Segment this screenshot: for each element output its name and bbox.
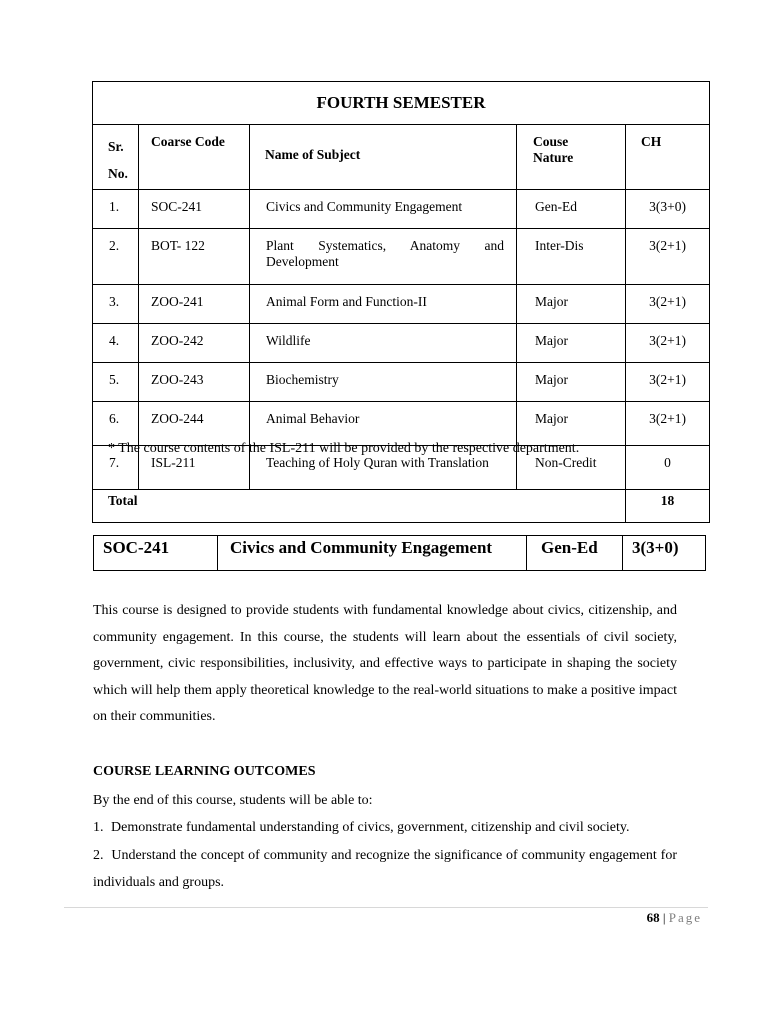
cell-code: ZOO-244 [139,402,250,446]
footer-separator: | [662,910,666,925]
cell-ch: 3(2+1) [626,363,710,402]
total-value: 18 [626,490,710,523]
cell-code: ZOO-242 [139,324,250,363]
cell-sr: 6. [93,402,139,446]
cell-code: ZOO-241 [139,285,250,324]
outcome-item [93,842,677,896]
footer-divider [64,907,708,908]
header-course-code: Coarse Code [139,125,250,190]
table-row [93,229,710,285]
course-description: This course is designed to provide students with fundamental knowledge about civics, citizenship, and community engagement. In this course, the students will learn about the essentials of civil society, government, civic responsibilities, inclusivity, and effective ways to participate in shaping the society which will help them apply theoretical knowledge to the real-world situations to make a positive impact on their communities. [93,603,677,724]
cell-ch: 3(2+1) [626,402,710,446]
outcome-number: 2. [93,848,104,863]
outcome-number: 1. [93,820,104,835]
table-row [93,324,710,363]
course-code: SOC-241 [94,536,218,571]
outcome-item [93,814,677,841]
course-nature: Gen-Ed [527,536,623,571]
table-row [93,402,710,446]
course-title: Civics and Community Engagement [218,536,527,571]
cell-sr: 7. [93,446,139,490]
cell-ch: 3(2+1) [626,229,710,285]
cell-nature: Inter-Dis [517,229,626,285]
page-label: Page [668,910,702,925]
cell-sr: 1. [93,190,139,229]
cell-nature: Non-Credit [517,446,626,490]
header-credit-hours: CH [626,125,710,190]
course-header-table [93,535,706,571]
total-label: Total [93,490,626,523]
cell-subject: Plant Systematics, Anatomy and Development [250,229,517,285]
header-course-nature: Couse Nature [517,125,626,190]
cell-sr: 3. [93,285,139,324]
cell-code: ZOO-243 [139,363,250,402]
table-total-row [93,490,710,523]
cell-subject: Biochemistry [250,363,517,402]
header-sr-no: Sr. No. [93,125,139,190]
cell-subject: Animal Behavior [250,402,517,446]
outcome-text: Understand the concept of community and recognize the significance of community engagement for individuals and groups. [93,848,677,890]
cell-subject: Civics and Community Engagement [250,190,517,229]
header-subject-name: Name of Subject [250,125,517,190]
outcomes-intro: By the end of this course, students will be able to: [93,793,373,808]
cell-ch: 0 [626,446,710,490]
cell-nature: Major [517,285,626,324]
cell-sr: 5. [93,363,139,402]
cell-nature: Major [517,402,626,446]
cell-code: BOT- 122 [139,229,250,285]
cell-ch: 3(2+1) [626,324,710,363]
cell-sr: 2. [93,229,139,285]
table-row [93,285,710,324]
outcome-text: Demonstrate fundamental understanding of civics, government, citizenship and civil society. [111,820,630,835]
cell-nature: Major [517,324,626,363]
cell-sr: 4. [93,324,139,363]
cell-subject: Teaching of Holy Quran with Translation [250,446,517,490]
page-number: 68 [646,910,660,925]
course-credit-hours: 3(3+0) [623,536,706,571]
table-row [93,190,710,229]
cell-nature: Gen-Ed [517,190,626,229]
cell-ch: 3(3+0) [626,190,710,229]
semester-title: FOURTH SEMESTER [93,82,710,125]
table-header-row [93,125,710,190]
table-row [93,363,710,402]
outcomes-heading: COURSE LEARNING OUTCOMES [93,764,316,779]
cell-code: SOC-241 [139,190,250,229]
cell-nature: Major [517,363,626,402]
cell-ch: 3(2+1) [626,285,710,324]
cell-code: ISL-211 [139,446,250,490]
page-footer [647,910,702,926]
cell-subject: Wildlife [250,324,517,363]
cell-subject: Animal Form and Function-II [250,285,517,324]
footnote: * The course contents of the ISL-211 will be provided by the respective department. [108,441,580,456]
